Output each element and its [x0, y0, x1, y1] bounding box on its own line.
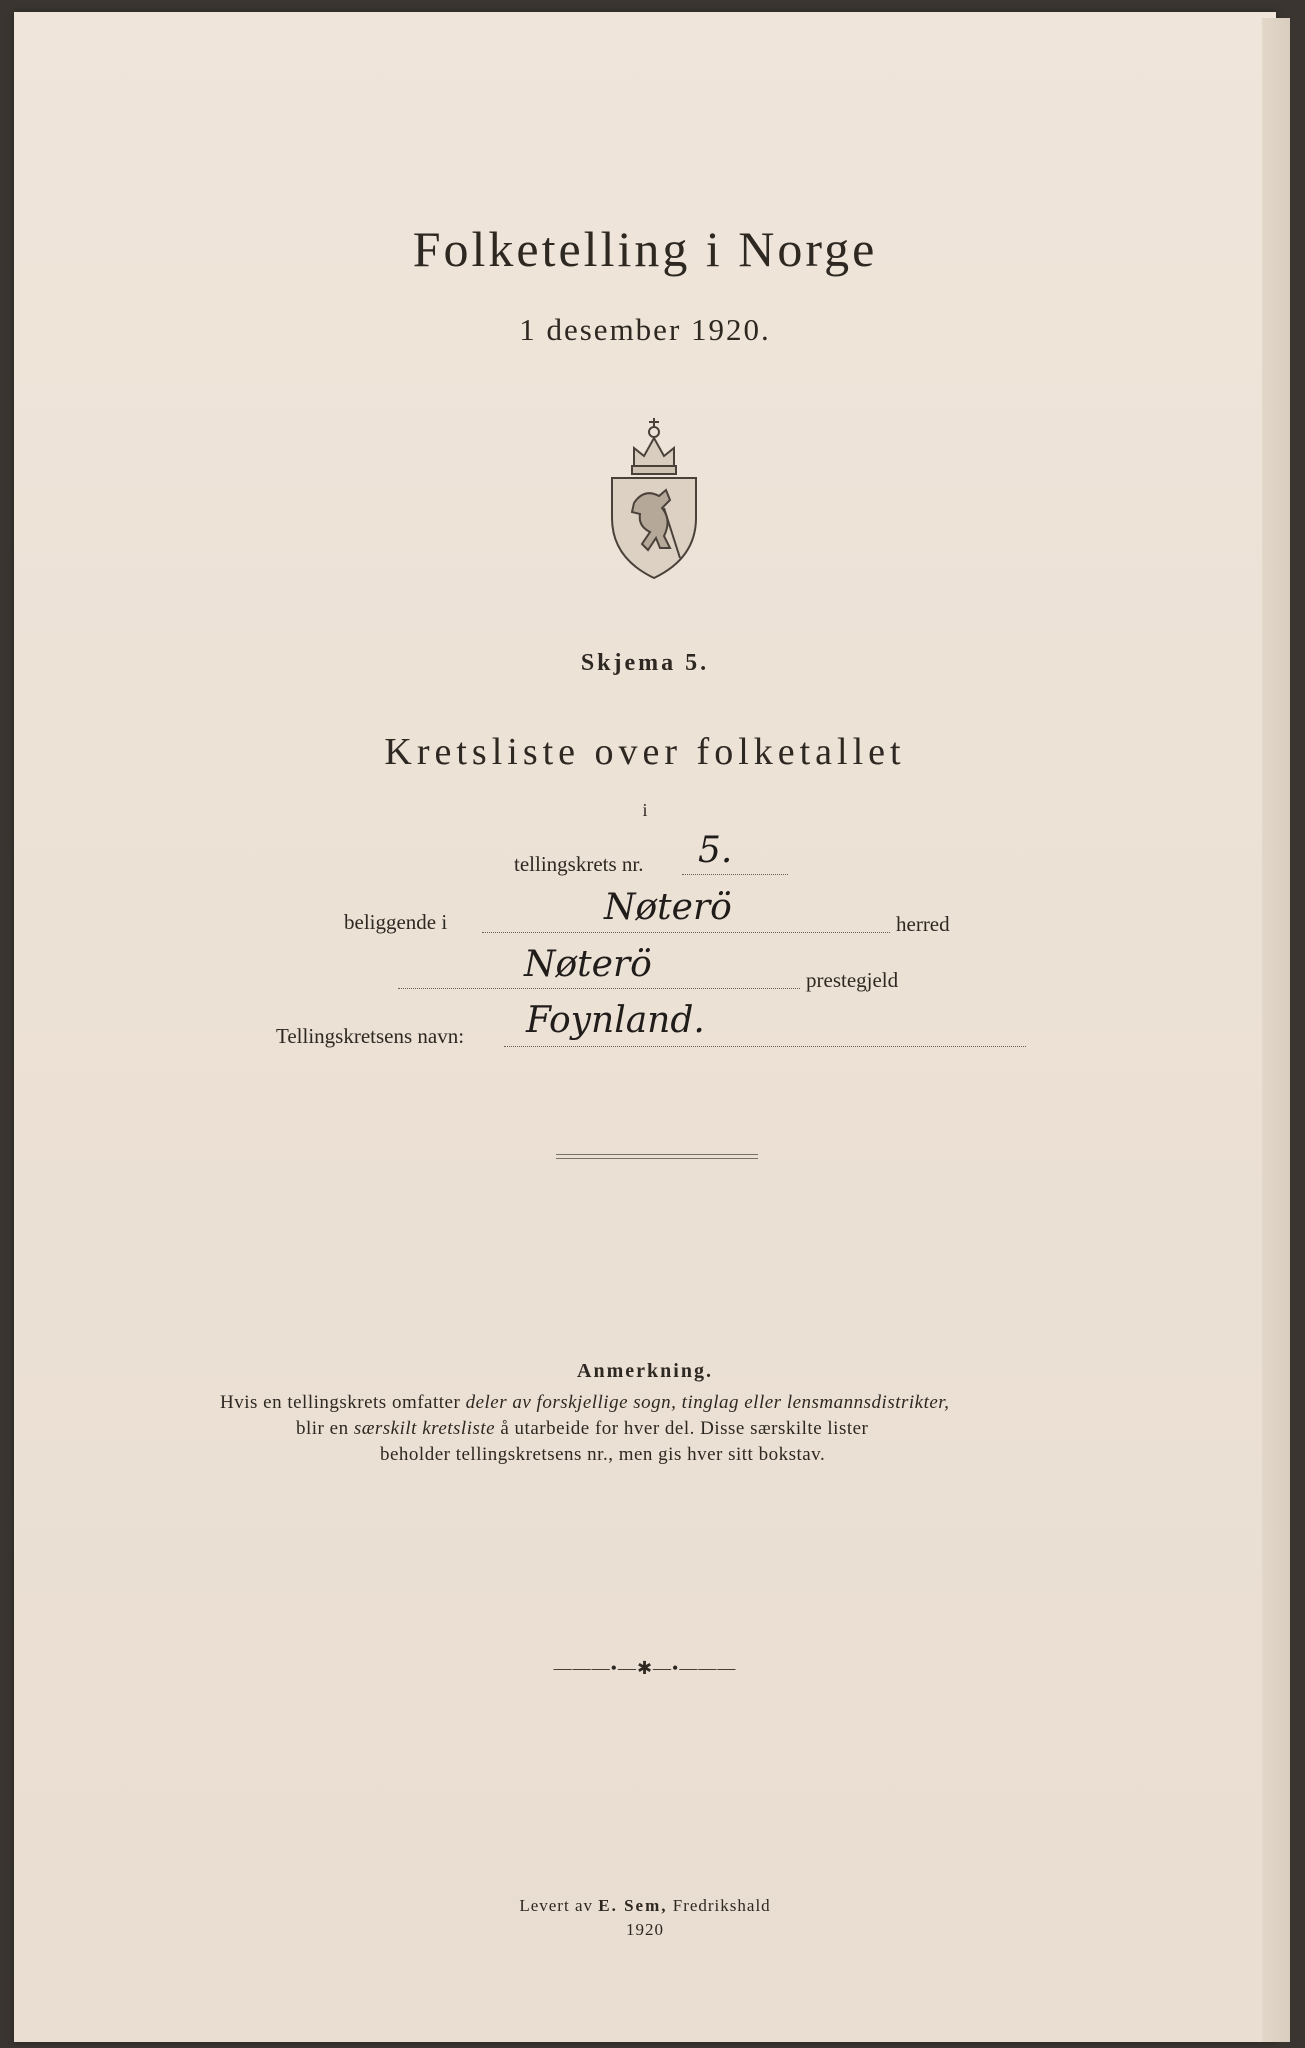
- district-dotted-line: [682, 874, 788, 875]
- district-value: 5.: [698, 830, 733, 871]
- census-form-page: [14, 12, 1276, 2042]
- census-date: 1 desember 1920.: [519, 312, 771, 347]
- note-line-2: [296, 1418, 868, 1440]
- divider-rule: [556, 1154, 758, 1155]
- note-text: å utarbeide for hver del. Disse særskilte lister: [495, 1418, 869, 1439]
- printer-credit: [14, 1896, 1276, 1916]
- ornament-divider: ———•—✱—•———: [553, 1658, 737, 1678]
- district-name-label: Tellingskretsens navn:: [276, 1024, 465, 1048]
- print-year: 1920: [626, 1920, 664, 1939]
- district-name-value: Foynland.: [526, 1000, 705, 1041]
- note-line-3: beholder tellingskretsens nr., men gis hver sitt bokstav.: [380, 1444, 826, 1465]
- district-label: tellingskrets nr.: [514, 852, 644, 876]
- prestegjeld-value: Nøterö: [524, 944, 652, 985]
- prestegjeld-label: prestegjeld: [806, 968, 899, 992]
- herred-value: Nøterö: [604, 887, 732, 928]
- herred-dotted-line: [482, 932, 890, 933]
- located-label: beliggende i: [344, 910, 448, 934]
- note-emphasis: særskilt kretsliste: [353, 1418, 496, 1439]
- divider-rule: [556, 1158, 758, 1159]
- district-name-dotted-line: [504, 1046, 1026, 1047]
- page-title: Folketelling i Norge: [412, 221, 878, 277]
- form-heading: Kretsliste over folketallet: [384, 731, 906, 773]
- printer-place: Fredrikshald: [667, 1896, 771, 1915]
- connector-word: i: [642, 800, 648, 820]
- note-text: blir en: [296, 1418, 354, 1439]
- note-title: Anmerkning.: [577, 1360, 713, 1382]
- note-text: Hvis en tellingskrets omfatter: [220, 1392, 466, 1413]
- page-fold-edge: [1262, 18, 1290, 2042]
- norwegian-coat-of-arms-icon: [604, 408, 704, 583]
- note-emphasis: deler av forskjellige sogn, tinglag eller lensmannsdistrikter,: [465, 1392, 950, 1413]
- printer-name: E. Sem,: [598, 1896, 668, 1915]
- note-line-1: [220, 1392, 949, 1414]
- schema-number: Skjema 5.: [580, 650, 710, 676]
- prestegjeld-dotted-line: [398, 988, 800, 989]
- herred-label: herred: [896, 912, 950, 936]
- printer-prefix: Levert av: [519, 1896, 599, 1915]
